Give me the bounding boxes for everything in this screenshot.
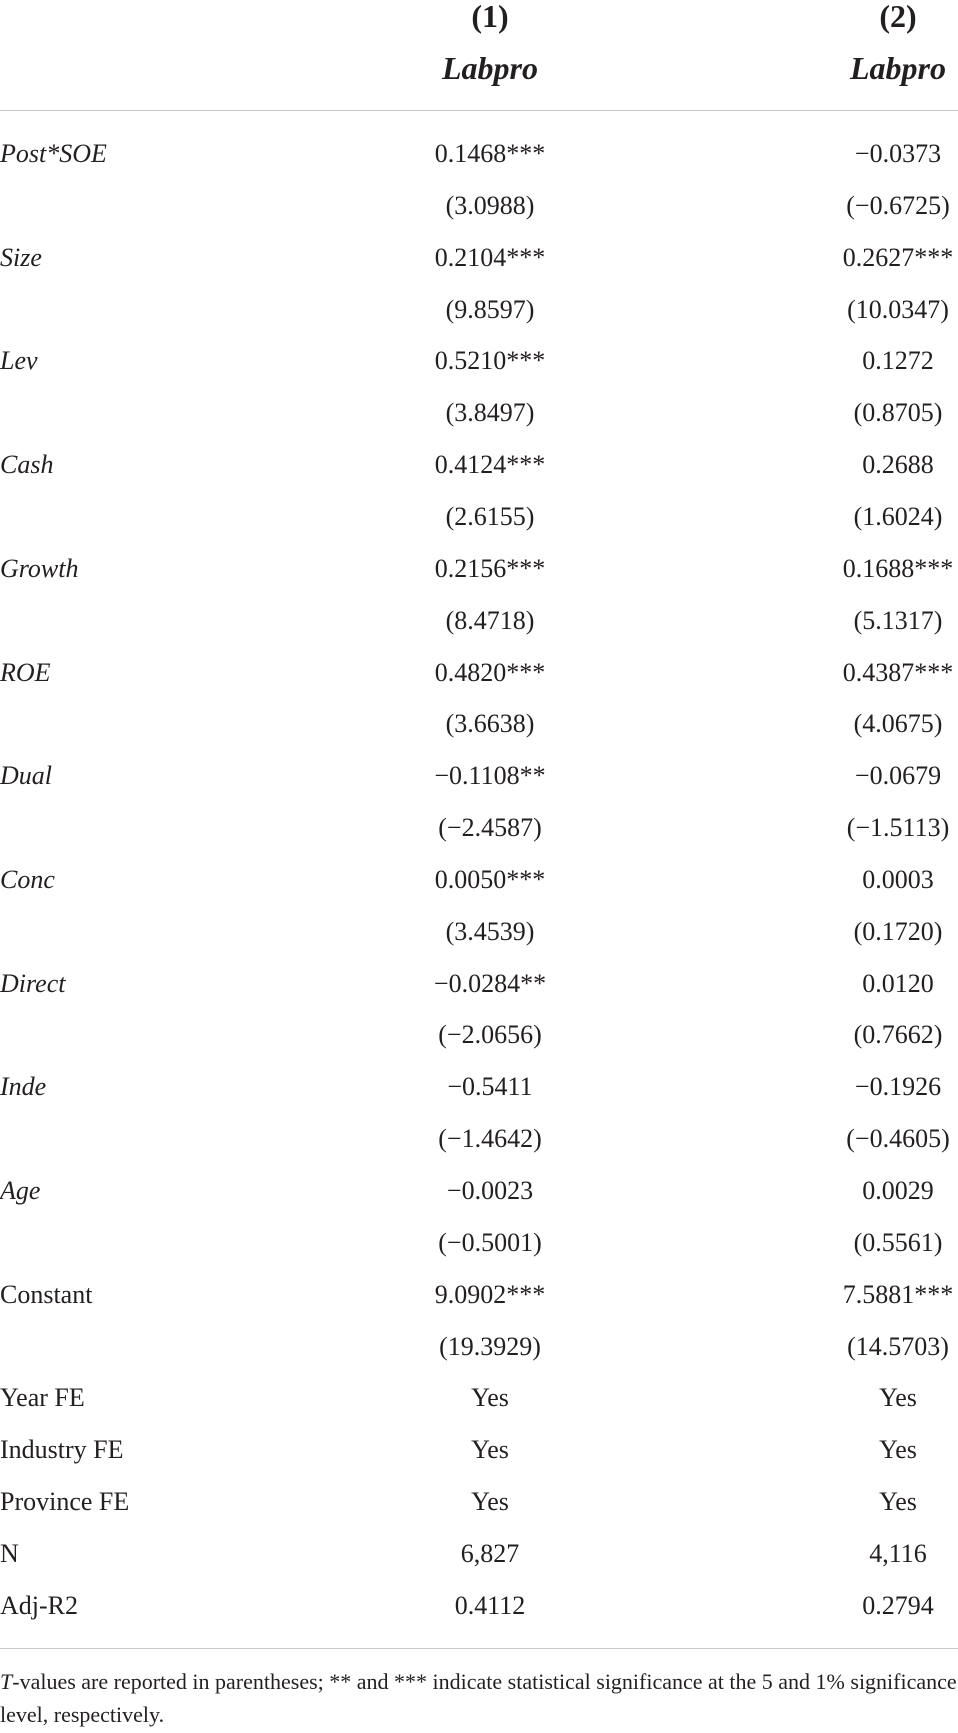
row-label: Inde — [0, 1072, 47, 1102]
table-bottom-rule — [0, 1648, 958, 1649]
cell-column-2: Yes — [879, 1435, 917, 1465]
cell-column-1: −0.5411 — [447, 1072, 533, 1102]
cell-column-1: 9.0902*** — [434, 1279, 546, 1309]
table-row — [0, 698, 958, 750]
cell-column-1: 0.2156*** — [434, 553, 546, 583]
table-row — [0, 1061, 958, 1113]
cell-column-2: (−0.6725) — [846, 190, 950, 220]
table-row — [0, 335, 958, 387]
table-row — [0, 802, 958, 854]
cell-column-1: (3.6638) — [445, 709, 535, 739]
cell-column-1: 6,827 — [460, 1538, 520, 1568]
cell-column-2: (10.0347) — [847, 294, 949, 324]
header-row-names — [0, 46, 958, 90]
cell-column-2: 4,116 — [869, 1538, 927, 1568]
cell-column-2: 7.5881*** — [842, 1279, 954, 1309]
table-row — [0, 232, 958, 284]
cell-column-2: (4.0675) — [853, 709, 943, 739]
table-row — [0, 180, 958, 232]
cell-column-2: (5.1317) — [853, 605, 943, 635]
cell-column-1: (−2.4587) — [438, 813, 542, 843]
cell-column-1: (9.8597) — [445, 294, 535, 324]
table-row — [0, 1476, 958, 1528]
table-row — [0, 1528, 958, 1580]
table-row — [0, 543, 958, 595]
table-row — [0, 1424, 958, 1476]
table-row — [0, 1269, 958, 1321]
cell-column-2: Yes — [879, 1487, 917, 1517]
table-row — [0, 1113, 958, 1165]
cell-column-1: 0.1468*** — [434, 139, 546, 168]
cell-column-2: 0.1688*** — [842, 553, 954, 583]
cell-column-2: (−1.5113) — [846, 813, 950, 843]
cell-column-2: (−0.4605) — [846, 1124, 950, 1154]
row-label: Adj-R2 — [0, 1590, 78, 1620]
cell-column-1: Yes — [471, 1383, 509, 1413]
cell-column-1: (3.8497) — [445, 398, 535, 428]
table-row — [0, 128, 958, 180]
table-row — [0, 854, 958, 906]
table-row — [0, 595, 958, 647]
cell-column-1: (19.3929) — [439, 1331, 541, 1361]
row-label: Dual — [0, 761, 52, 791]
footnote-t-letter: T — [0, 1669, 13, 1694]
cell-column-2: Yes — [879, 1383, 917, 1413]
cell-column-1: (3.0988) — [445, 190, 535, 220]
cell-column-2: 0.0120 — [862, 968, 934, 998]
cell-column-2: −0.0373 — [854, 139, 942, 168]
cell-column-2: 0.2688 — [862, 450, 934, 480]
cell-column-2: (1.6024) — [853, 501, 943, 531]
cell-column-1: 0.0050*** — [434, 864, 546, 894]
row-label: Lev — [0, 346, 38, 376]
column-2-name: Labpro — [850, 50, 946, 86]
row-label: Direct — [0, 968, 66, 998]
table-row — [0, 1321, 958, 1373]
cell-column-2: (0.8705) — [853, 398, 943, 428]
table-row — [0, 439, 958, 491]
row-label: Year FE — [0, 1383, 85, 1413]
cell-column-2: 0.1272 — [862, 346, 934, 376]
row-label: Industry FE — [0, 1435, 124, 1465]
table-row — [0, 906, 958, 958]
cell-column-1: Yes — [471, 1487, 509, 1517]
column-1-number: (1) — [471, 0, 509, 34]
row-label: Province FE — [0, 1487, 130, 1517]
cell-column-1: 0.2104*** — [434, 242, 546, 272]
cell-column-1: −0.1108** — [434, 761, 546, 791]
cell-column-2: (0.1720) — [853, 916, 943, 946]
row-label: Cash — [0, 450, 54, 480]
table-row — [0, 491, 958, 543]
cell-column-2: 0.0029 — [862, 1176, 934, 1205]
row-label: N — [0, 1538, 19, 1568]
cell-column-2: (0.7662) — [853, 1020, 943, 1050]
column-1-name: Labpro — [442, 50, 538, 86]
table-row — [0, 1009, 958, 1061]
column-2-number: (2) — [879, 0, 917, 34]
cell-column-2: 0.0003 — [862, 864, 934, 894]
cell-column-1: 0.5210*** — [434, 346, 546, 376]
footnote-text: -values are reported in parentheses; ** and *** indicate statistical significance at the 5 and 1% significance level, respectively. — [0, 1669, 957, 1727]
cell-column-2: 0.2627*** — [842, 242, 954, 272]
row-label: Age — [0, 1176, 41, 1205]
table-row — [0, 958, 958, 1010]
cell-column-1: 0.4112 — [454, 1590, 526, 1620]
row-label: Conc — [0, 864, 55, 894]
table-row — [0, 1580, 958, 1632]
cell-column-1: (−1.4642) — [438, 1124, 542, 1154]
table-row — [0, 284, 958, 336]
cell-column-1: 0.4124*** — [434, 450, 546, 480]
cell-column-1: −0.0023 — [446, 1176, 534, 1205]
cell-column-2: 0.2794 — [862, 1590, 934, 1620]
cell-column-1: (−0.5001) — [438, 1227, 542, 1257]
cell-column-2: 0.4387*** — [842, 657, 954, 687]
cell-column-1: 0.4820*** — [434, 657, 546, 687]
cell-column-1: (8.4718) — [445, 605, 535, 635]
table-footnote — [0, 1665, 958, 1731]
row-label: Constant — [0, 1279, 93, 1309]
cell-column-1: (2.6155) — [445, 501, 535, 531]
table-row — [0, 1217, 958, 1269]
table-row — [0, 1165, 958, 1217]
table-row — [0, 647, 958, 699]
cell-column-1: (3.4539) — [445, 916, 535, 946]
row-label: Growth — [0, 553, 79, 583]
table-row — [0, 387, 958, 439]
cell-column-2: −0.0679 — [854, 761, 942, 791]
header-divider — [0, 110, 958, 111]
cell-column-2: (0.5561) — [853, 1227, 943, 1257]
row-label: Post*SOE — [0, 139, 107, 168]
cell-column-2: −0.1926 — [854, 1072, 942, 1102]
cell-column-1: Yes — [471, 1435, 509, 1465]
table-row — [0, 1372, 958, 1424]
cell-column-1: −0.0284** — [433, 968, 547, 998]
cell-column-2: (14.5703) — [847, 1331, 949, 1361]
table-row — [0, 750, 958, 802]
cell-column-1: (−2.0656) — [438, 1020, 542, 1050]
row-label: ROE — [0, 657, 51, 687]
row-label: Size — [0, 242, 42, 272]
